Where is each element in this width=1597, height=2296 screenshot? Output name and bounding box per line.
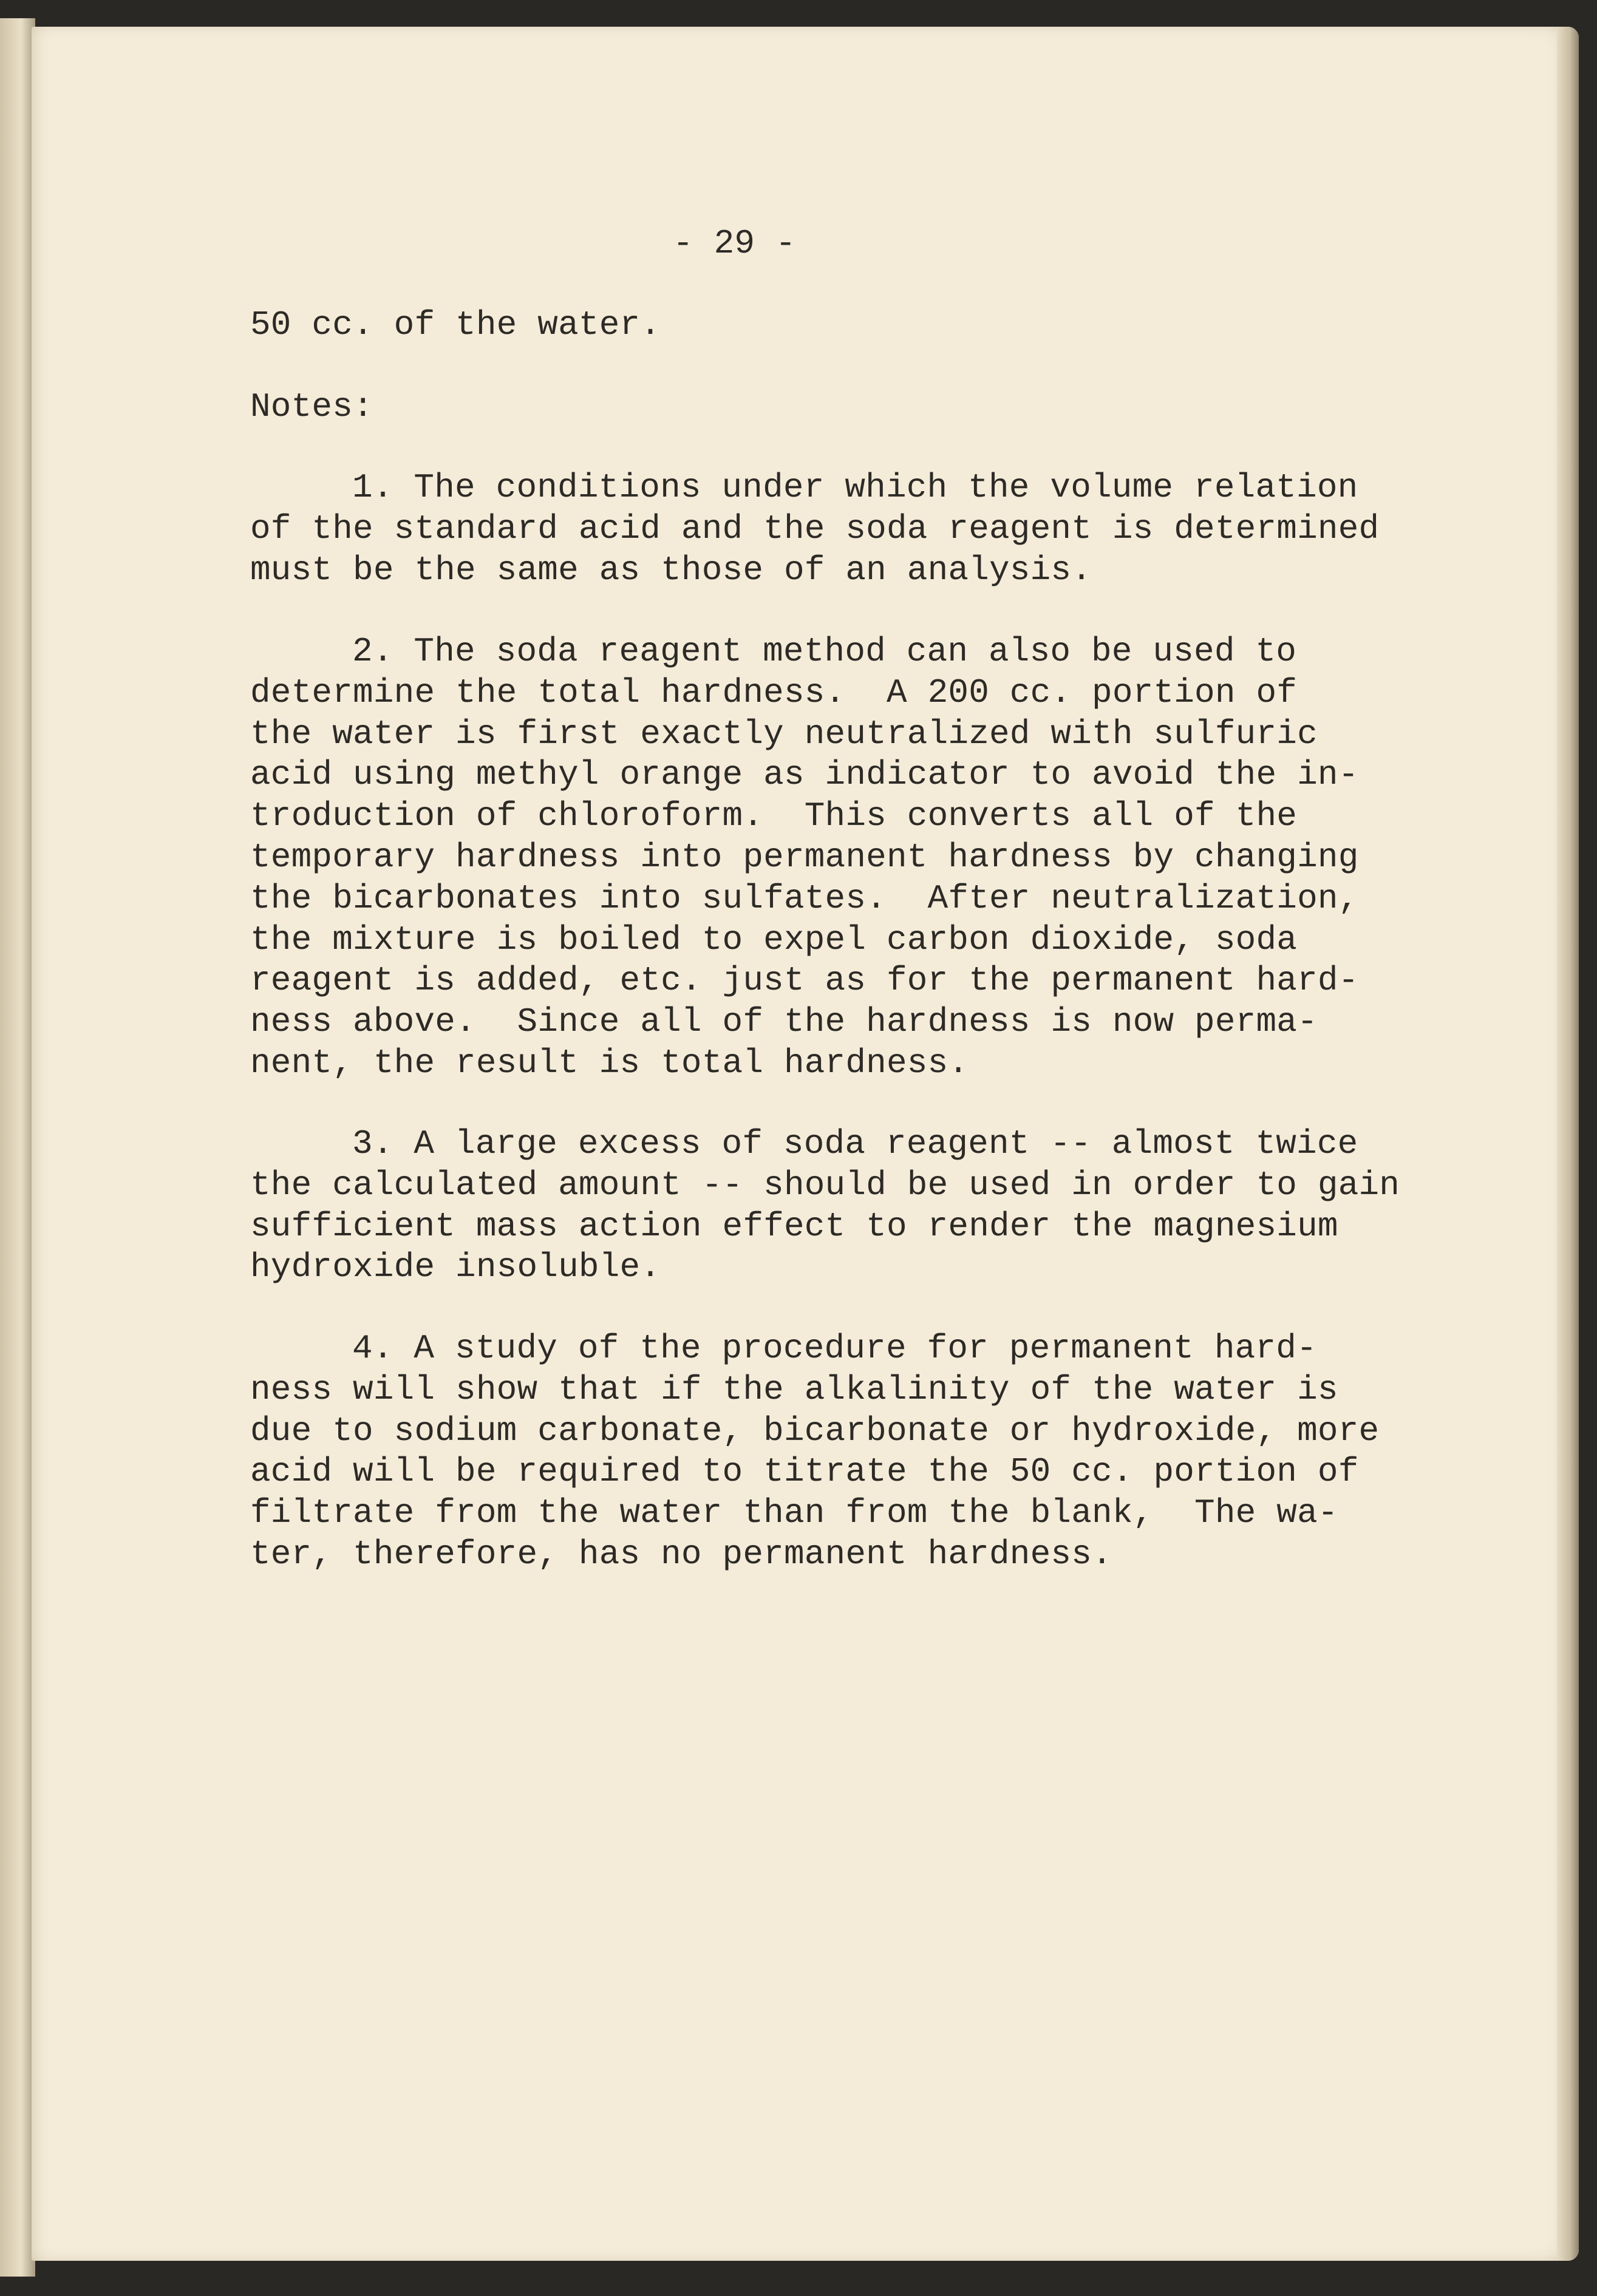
text-line: due to sodium carbonate, bicarbonate or hydroxide, more — [250, 1411, 1380, 1450]
text-line: 2. The soda reagent method can also be used to — [352, 632, 1297, 671]
text-line: the water is first exactly neutralized with sulfuric — [250, 714, 1318, 753]
note-1 — [250, 467, 1379, 591]
page-number: - 29 - — [673, 224, 796, 263]
text-line: temporary hardness into permanent hardness by changing — [250, 837, 1359, 877]
note-2 — [250, 631, 1359, 1084]
text-line: filtrate from the water than from the blank, The wa- — [250, 1493, 1338, 1533]
text-line: acid will be required to titrate the 50 cc. portion of — [250, 1452, 1359, 1492]
note-3 — [250, 1124, 1400, 1288]
text-line: must be the same as those of an analysis. — [250, 550, 1092, 589]
text-line: the calculated amount -- should be used in order to gain — [250, 1165, 1400, 1204]
text-line: troduction of chloroform. This converts all of the — [250, 796, 1298, 836]
text-line: determine the total hardness. A 200 cc. portion of — [250, 673, 1298, 712]
notes-heading: Notes: — [250, 387, 373, 426]
previous-page-edge — [0, 18, 35, 2277]
text-line: reagent is added, etc. just as for the permanent hard- — [250, 961, 1359, 1000]
text-line: of the standard acid and the soda reagent is determined — [250, 509, 1380, 548]
text-line: ness will show that if the alkalinity of the water is — [250, 1370, 1338, 1409]
text-line: 1. The conditions under which the volume relation — [352, 468, 1358, 507]
page-edge — [1557, 27, 1579, 2261]
text-line: the bicarbonates into sulfates. After neutralization, — [250, 878, 1359, 918]
text-line: 4. A study of the procedure for permanent hard- — [352, 1329, 1317, 1368]
text-line: hydroxide insoluble. — [250, 1248, 661, 1287]
text-line: sufficient mass action effect to render the magnesium — [250, 1206, 1338, 1246]
text-line: the mixture is boiled to expel carbon dioxide, soda — [250, 920, 1298, 959]
continuation-line: 50 cc. of the water. — [250, 305, 661, 344]
note-4 — [250, 1328, 1379, 1575]
text-line: acid using methyl orange as indicator to avoid the in- — [250, 755, 1359, 795]
text-line: nent, the result is total hardness. — [250, 1043, 969, 1082]
text-line: 3. A large excess of soda reagent -- almost twice — [352, 1124, 1358, 1163]
text-line: ness above. Since all of the hardness is now perma- — [250, 1002, 1318, 1042]
text-line: ter, therefore, has no permanent hardness. — [250, 1534, 1112, 1574]
